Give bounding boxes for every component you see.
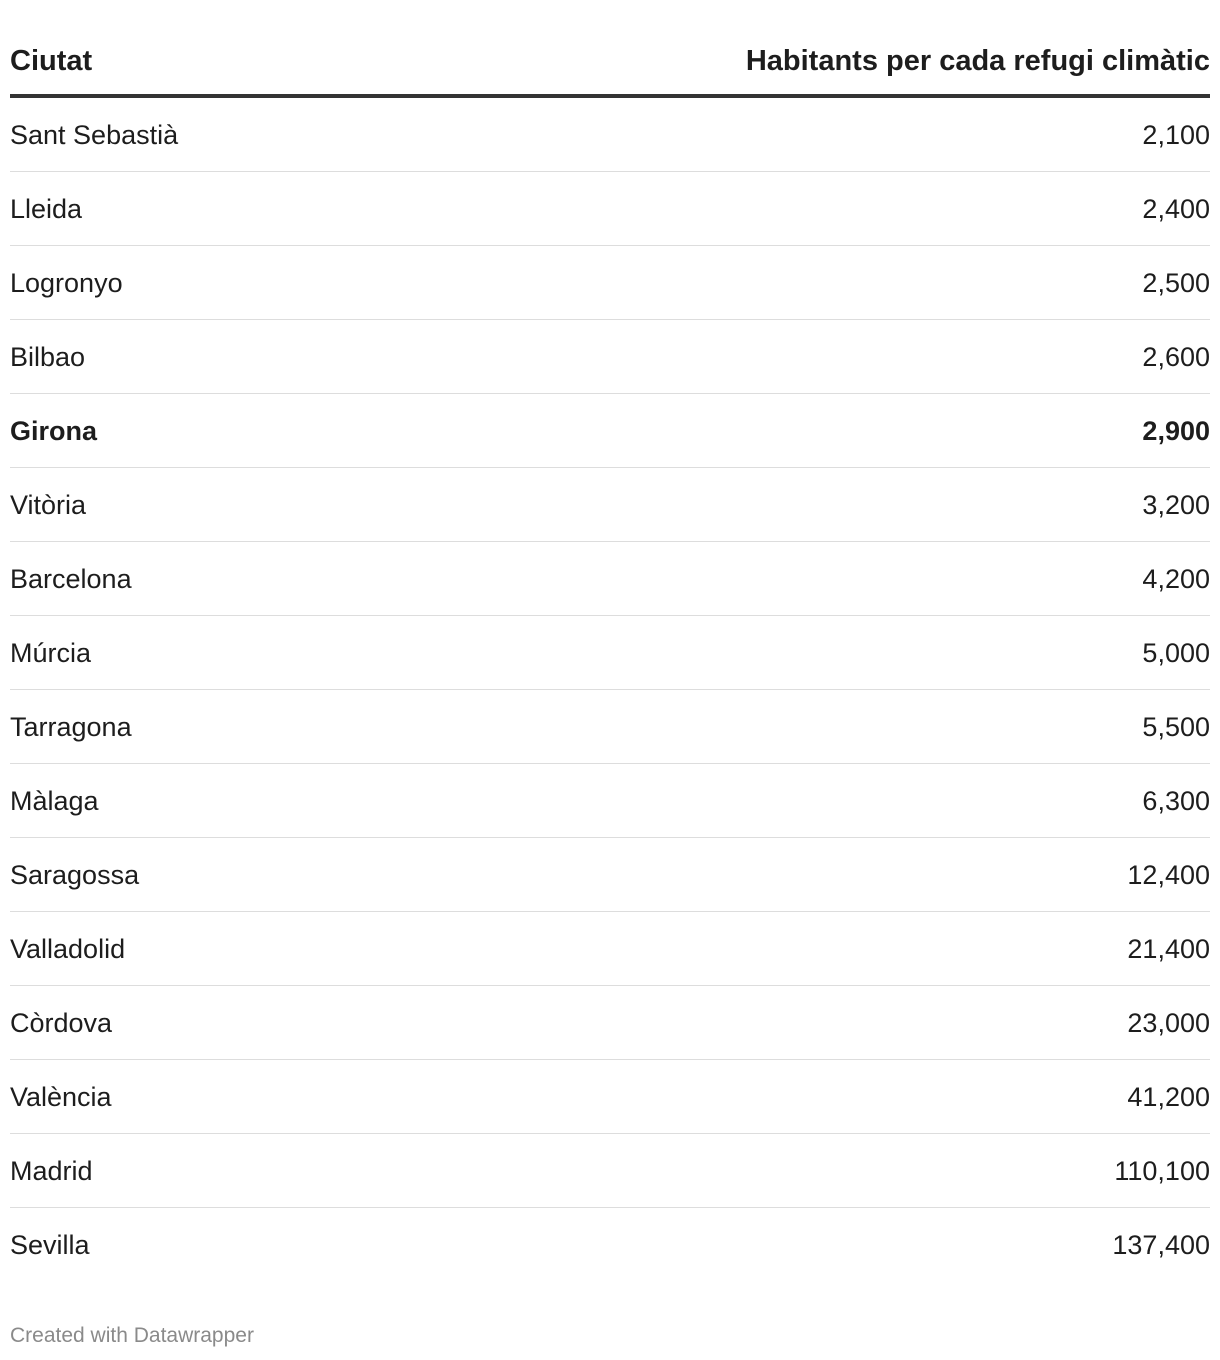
- table-row: [10, 542, 1210, 616]
- table-row: [10, 320, 1210, 394]
- table-row: [10, 394, 1210, 468]
- value-cell: 2,600: [1142, 341, 1210, 372]
- value-cell: 2,500: [1142, 267, 1210, 298]
- city-cell: Vitòria: [10, 489, 87, 520]
- city-cell: Saragossa: [10, 859, 140, 890]
- table-header-row: [10, 36, 1210, 98]
- value-cell: 2,900: [1142, 415, 1210, 446]
- value-cell: 4,200: [1142, 563, 1210, 594]
- value-cell: 2,100: [1142, 119, 1210, 150]
- value-cell: 137,400: [1112, 1230, 1210, 1260]
- city-cell: Lleida: [10, 193, 83, 224]
- value-cell: 110,100: [1114, 1155, 1210, 1186]
- city-cell: Màlaga: [10, 785, 99, 816]
- city-cell: Valladolid: [10, 933, 126, 964]
- value-cell: 6,300: [1142, 785, 1210, 816]
- city-cell: Tarragona: [10, 711, 132, 742]
- datawrapper-credit: Created with Datawrapper: [10, 1324, 254, 1347]
- value-cell: 5,500: [1142, 711, 1210, 742]
- city-cell: Múrcia: [10, 637, 92, 668]
- table-row: [10, 764, 1210, 838]
- table-body: [10, 98, 1210, 1282]
- value-cell: 3,200: [1142, 489, 1210, 520]
- table-row: [10, 838, 1210, 912]
- table-row: [10, 98, 1210, 172]
- table-row: [10, 468, 1210, 542]
- city-cell: Còrdova: [10, 1007, 113, 1038]
- value-cell: 41,200: [1127, 1081, 1210, 1112]
- table-row: [10, 1060, 1210, 1134]
- city-cell: Logronyo: [10, 267, 123, 298]
- city-cell: Barcelona: [10, 563, 132, 594]
- table-row: [10, 616, 1210, 690]
- column-header-city: Ciutat: [10, 45, 93, 77]
- value-cell: 2,400: [1142, 193, 1210, 224]
- value-cell: 5,000: [1142, 637, 1210, 668]
- value-cell: 21,400: [1127, 933, 1210, 964]
- table-row: [10, 690, 1210, 764]
- city-cell: Bilbao: [10, 341, 86, 372]
- table-row: [10, 986, 1210, 1060]
- city-cell: Sevilla: [10, 1230, 90, 1260]
- table-row: [10, 1134, 1210, 1208]
- table-row: [10, 172, 1210, 246]
- data-table: [10, 36, 1210, 1282]
- city-cell: Madrid: [10, 1155, 93, 1186]
- value-cell: 23,000: [1127, 1007, 1210, 1038]
- table-row: [10, 912, 1210, 986]
- value-cell: 12,400: [1127, 859, 1210, 890]
- column-header-inhabitants-per-refuge: Habitants per cada refugi climàtic: [745, 45, 1210, 77]
- city-cell: Sant Sebastià: [10, 119, 179, 150]
- city-cell: Girona: [10, 415, 98, 446]
- table-row: [10, 246, 1210, 320]
- table-row: [10, 1208, 1210, 1282]
- city-cell: València: [10, 1081, 112, 1112]
